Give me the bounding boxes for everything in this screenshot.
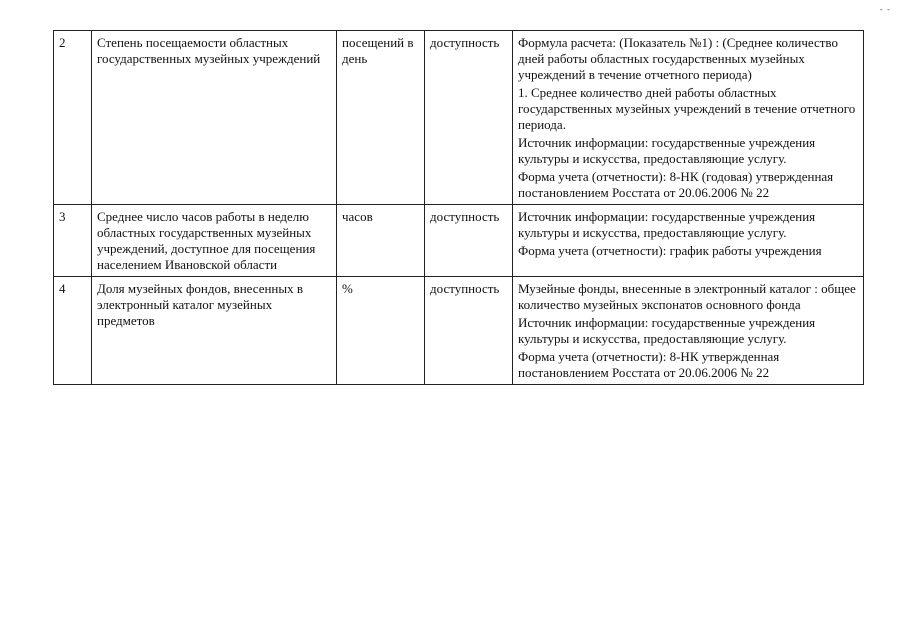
row-number: 2	[54, 31, 92, 205]
calculation-description	[513, 31, 864, 205]
indicator-type: доступность	[425, 31, 513, 205]
indicator-name: Доля музейных фондов, внесенных в электронный каталог музейных предметов	[92, 277, 337, 385]
indicator-name: Степень посещаемости областных государственных музейных учреждений	[92, 31, 337, 205]
description-paragraph: Формула расчета: (Показатель №1) : (Среднее количество дней работы областных государственных музейных учреждений в течение отчетного периода)	[518, 35, 838, 82]
page-number-mark: - -	[879, 4, 891, 14]
table-row	[54, 31, 864, 205]
calculation-description	[513, 205, 864, 277]
description-paragraph: Форма учета (отчетности): 8-НК (годовая) утвержденная постановлением Росстата от 20.06.2006 № 22	[518, 169, 834, 200]
indicators-table	[53, 30, 864, 385]
description-paragraph: 1. Среднее количество дней работы областных государственных музейных учреждений в течение отчетного периода.	[518, 85, 856, 132]
indicator-type: доступность	[425, 205, 513, 277]
unit-of-measure: %	[337, 277, 425, 385]
description-paragraph: Музейные фонды, внесенные в электронный каталог : общее количество музейных экспонатов основного фонда	[518, 281, 856, 312]
row-number: 3	[54, 205, 92, 277]
description-paragraph: Источник информации: государственные учреждения культуры и искусства, предоставляющие услугу.	[518, 135, 816, 166]
table-row	[54, 277, 864, 385]
description-paragraph: Форма учета (отчетности): график работы учреждения	[518, 243, 822, 258]
calculation-description	[513, 277, 864, 385]
indicator-type: доступность	[425, 277, 513, 385]
unit-of-measure: часов	[337, 205, 425, 277]
unit-of-measure: посещений в день	[337, 31, 425, 205]
table-row	[54, 205, 864, 277]
row-number: 4	[54, 277, 92, 385]
description-paragraph: Форма учета (отчетности): 8-НК утвержденная постановлением Росстата от 20.06.2006 № 22	[518, 349, 780, 380]
description-paragraph: Источник информации: государственные учреждения культуры и искусства, предоставляющие услугу.	[518, 315, 816, 346]
description-paragraph: Источник информации: государственные учреждения культуры и искусства, предоставляющие услугу.	[518, 209, 816, 240]
indicator-name: Среднее число часов работы в неделю областных государственных музейных учреждений, доступное для посещения населением Ивановской области	[92, 205, 337, 277]
